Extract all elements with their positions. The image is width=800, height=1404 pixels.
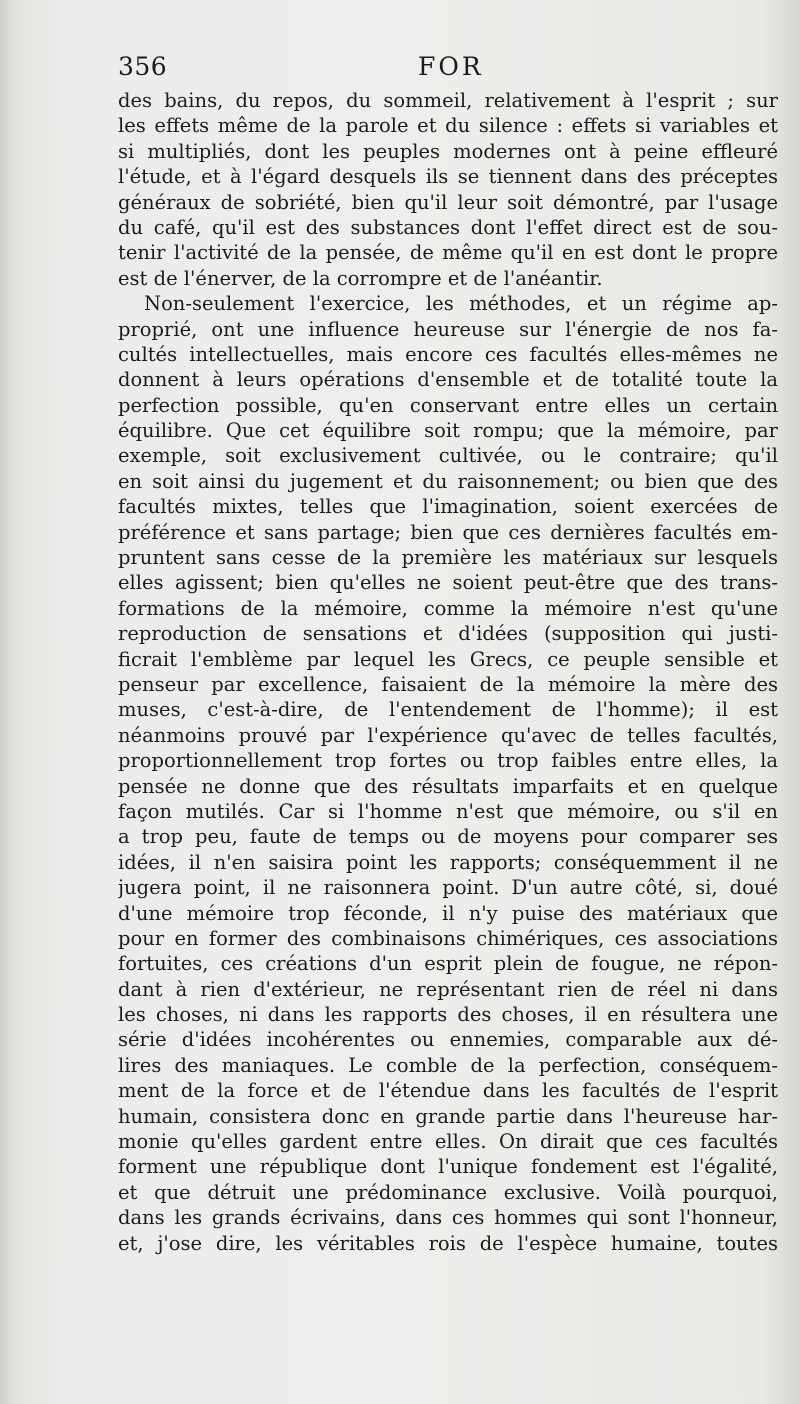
text-line: des bains, du repos, du sommeil, relativement à l'esprit ; sur — [118, 89, 778, 112]
text-line: l'étude, et à l'égard desquels ils se tiennent dans des préceptes — [118, 165, 778, 189]
text-line: muses, c'est-à-dire, de l'entendement de l'homme); il est — [118, 698, 778, 722]
text-line: ficrait l'emblème par lequel les Grecs, ce peuple sensible et — [118, 647, 778, 671]
text-line: façon mutilés. Car si l'homme n'est que mémoire, ou s'il en — [118, 799, 778, 823]
text-line: et que détruit une prédominance exclusive. Voilà pourquoi, — [118, 1180, 778, 1204]
text-line: en soit ainsi du jugement et du raisonnement; ou bien que des — [118, 469, 778, 493]
text-line: pensée ne donne que des résultats imparfaits et en quelque — [118, 774, 778, 798]
text-line: facultés mixtes, telles que l'imagination, soient exercées de — [118, 495, 778, 519]
text-line: elles agissent; bien qu'elles ne soient peut-être que des trans- — [118, 571, 778, 595]
text-line: monie qu'elles gardent entre elles. On dirait que ces facultés — [118, 1130, 778, 1154]
text-line: proportionnellement trop fortes ou trop faibles entre elles, la — [118, 749, 778, 773]
text-line: du café, qu'il est des substances dont l'effet direct est de sou- — [118, 215, 778, 239]
text-line: donnent à leurs opérations d'ensemble et de totalité toute la — [118, 368, 778, 392]
text-line: forment une république dont l'unique fondement est l'égalité, — [118, 1155, 778, 1179]
text-line: tenir l'activité de la pensée, de même qu'il en est dont le propre — [118, 241, 778, 265]
text-line: les choses, ni dans les rapports des choses, il en résultera une — [118, 1003, 778, 1027]
page-header — [118, 52, 778, 84]
text-line: pruntent sans cesse de la première les matériaux sur lesquels — [118, 546, 778, 570]
text-line: perfection possible, qu'en conservant entre elles un certain — [118, 393, 778, 417]
text-line: est de l'énerver, de la corrompre et de l'anéantir. — [118, 266, 603, 290]
running-head: FOR — [418, 52, 484, 81]
text-line: préférence et sans partage; bien que ces dernières facultés em- — [118, 520, 778, 544]
text-line: exemple, soit exclusivement cultivée, ou le contraire; qu'il — [118, 444, 778, 468]
text-line: et, j'ose dire, les véritables rois de l'espèce humaine, toutes — [118, 1231, 778, 1255]
text-line: lires des maniaques. Le comble de la perfection, conséquem- — [118, 1053, 778, 1077]
text-line: si multipliés, dont les peuples modernes ont à peine effleuré — [118, 139, 778, 163]
body-text — [118, 88, 778, 1256]
page-number: 356 — [118, 52, 168, 81]
text-line: jugera point, il ne raisonnera point. D'un autre côté, si, doué — [118, 876, 778, 900]
text-line: reproduction de sensations et d'idées (supposition qui justi- — [118, 622, 778, 646]
text-line: d'une mémoire trop féconde, il n'y puise des matériaux que — [118, 901, 778, 925]
text-line: pour en former des combinaisons chimériques, ces associations — [118, 926, 778, 950]
text-line: fortuites, ces créations d'un esprit plein de fougue, ne répon- — [118, 952, 778, 976]
text-line: les effets même de la parole et du silence : effets si variables et — [118, 114, 778, 138]
text-line: humain, consistera donc en grande partie dans l'heureuse har- — [118, 1104, 778, 1128]
text-line: formations de la mémoire, comme la mémoire n'est qu'une — [118, 596, 778, 620]
text-line: idées, il n'en saisira point les rapports; conséquemment il ne — [118, 850, 778, 874]
text-line: a trop peu, faute de temps ou de moyens pour comparer ses — [118, 825, 778, 849]
text-line: Non-seulement l'exercice, les méthodes, et un régime ap- — [144, 292, 778, 316]
text-line: penseur par excellence, faisaient de la mémoire la mère des — [118, 672, 778, 696]
text-line: équilibre. Que cet équilibre soit rompu; que la mémoire, par — [118, 419, 778, 443]
text-line: dant à rien d'extérieur, ne représentant rien de réel ni dans — [118, 977, 778, 1001]
text-line: série d'idées incohérentes ou ennemies, comparable aux dé- — [118, 1028, 778, 1052]
text-line: généraux de sobriété, bien qu'il leur soit démontré, par l'usage — [118, 190, 778, 214]
text-line: dans les grands écrivains, dans ces hommes qui sont l'honneur, — [118, 1206, 778, 1230]
text-line: proprié, ont une influence heureuse sur l'énergie de nos fa- — [118, 317, 778, 341]
text-line: cultés intellectuelles, mais encore ces facultés elles-mêmes ne — [118, 342, 778, 366]
text-line: ment de la force et de l'étendue dans les facultés de l'esprit — [118, 1079, 778, 1103]
text-line: néanmoins prouvé par l'expérience qu'avec de telles facultés, — [118, 723, 778, 747]
